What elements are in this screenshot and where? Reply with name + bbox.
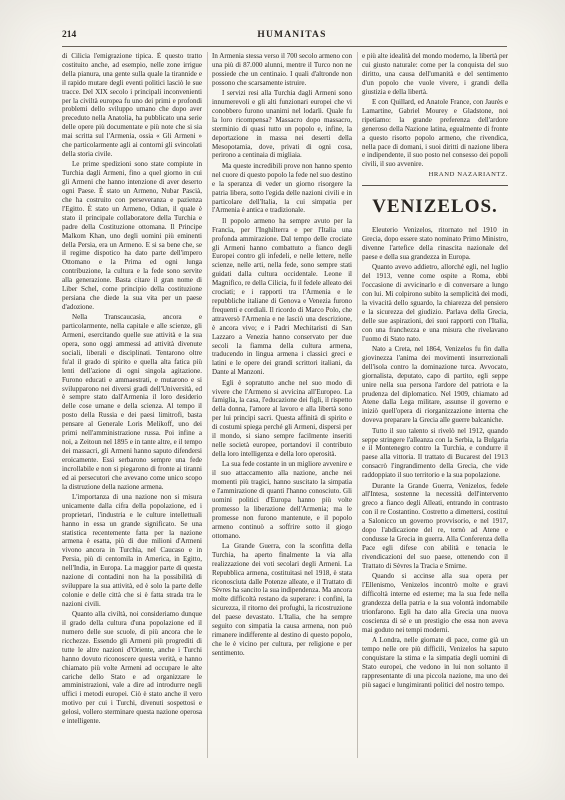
- paragraph: La sua fede costante in un migliore avvenire e il suo attaccamento alla nazione, anche nei momenti più tragici, hanno suscitato la simpatia e l'ammirazione di quanti l'hanno conosciuto. Gli uomini politici d'Europa hanno più volte promesso la liberazione dell'Armenia; ma le promesse non furono mantenute, e il popolo armeno continuò a soffrire sotto il giogo ottomano.: [212, 460, 352, 540]
- page-number: 214: [62, 30, 77, 40]
- paragraph: e più alte idealità del mondo moderno, la libertà per cui giusto naturale: come per la conquista del suo diritto, una causa dell'umanità e del sentimento d'un popolo che vuole vivere, i grandi della giustizia e della libertà.: [362, 52, 508, 96]
- paragraph: di Cilicia l'emigrazione tipica. È questo tratto costituito anche, ad esempio, nelle zone irrigue della pianura, una gente sulla quale la tirannide e il rapido mutare degli eventi politici lasciò le sue tracce. Del XIX secolo i principali inconvenienti per la civiltà europea fu uno dei primi e profondi problemi dello sviluppo umano che dopo aver preceduto nella Anatolia, ha pubblicato una serie delle opere più documentate e più note che si sia mai scritta sul l'Armenia, ossia « Gli Armeni » che particolarmente agli ai contorni gli svincolati della storia civile.: [62, 52, 202, 158]
- section-divider: [362, 185, 508, 186]
- running-header: [62, 30, 507, 46]
- running-title: HUMANITAS: [257, 30, 327, 40]
- paragraph: L'importanza di una nazione non si misura unicamente dalla cifra della popolazione, ed i proprietari, l'industria e le culture intellettuali hanno in essa un grande significato. Se una statistica recentemente fatta per la nazione armena è esatta, più di due milioni d'Armeni vivono ancora in Turchia, nel Caucaso e in Persia, più di centomila in America, in Egitto, nell'India, in Europa. La maggior parte di questa nazione di contadini non ha la possibilità di sviluppare la sua attività, ed è solo la parte delle colonie e delle città che si è fatta strada tra le nazioni civili.: [62, 492, 202, 608]
- paragraph: Quanto alla civiltà, noi consideriamo dunque il grado della cultura d'una popolazione ed il numero delle sue scuole, di più ancora che le ricchezze. Essendo gli Armeni più progrediti di tutte le altre nazioni d'Oriente, anche i Turchi hanno dovuto riconoscere questa verità, e hanno chiamato più volte Armeni ad occupare le alte cariche dello Stato e ad organizzare le amministrazioni, vale a dire ad introdurre negli uffici i metodi europei. Ciò è stato anche il vero motivo per cui i Turchi, divenuti sospettosi e gelosi, vollero sterminare questa nazione operosa e intelligente.: [62, 610, 202, 726]
- column-gutter: [357, 52, 358, 758]
- paragraph: Ma queste incredibili prove non hanno spento nel cuore di questo popolo la fede nel suo destino e la speranza di veder un giorno risorgere la patria libera, sotto l'egida delle nazioni civili e in particolare dell'Italia, la cui simpatia per l'Armenia è antica e tradizionale.: [212, 161, 352, 215]
- paragraph: Quanto avevo addietro, allorché egli, nel luglio del 1913, venne come ospite a Roma, ebbi l'occasione di avvicinarlo e di conversare a lungo con lui. Mi colpirono subito la semplicità dei modi, la vivacità dello sguardo, la chiarezza del pensiero e la sicurezza del giudizio. Parlava della Grecia, delle sue aspirazioni, dei suoi rapporti con l'Italia, con una franchezza e una misura che rivelavano l'uomo di Stato nato.: [362, 263, 508, 343]
- paragraph: Durante la Grande Guerra, Venizelos, fedele all'Intesa, sostenne la necessità dell'intervento greco a fianco degli Alleati, entrando in contrasto con il re Costantino. Costretto a dimettersi, costituì a Salonicco un governo provvisorio, e nel 1917, dopo l'abdicazione del re, tornò ad Atene e condusse la Grecia in guerra. Alla Conferenza della Pace egli difese con abilità e tenacia le rivendicazioni del suo paese, ottenendo con il Trattato di Sèvres la Tracia e Smirne.: [362, 481, 508, 570]
- section-title: VENIZELOS.: [372, 196, 498, 218]
- paragraph: Le prime spedizioni sono state compiute in Turchia dagli Armeni, fino a quel giorno in cui gli Armeni che hanno intenzione di aver deserto ogni Paese. È stato un Armeno, Nubar Pascià, che ha costruito con perseveranza e pazienza l'Egitto. È stato un Armeno, Odian, il quale è stato il principale collaboratore della Turchia e padre della Costituzione ottomana. Il Principe Malkom Khan, uno degli uomini più eminenti della Persia, era un Armeno. E si sa bene che, se il regime dispotico ha dato parte dell'impero Ottomano e la Prima ed ogni lunga contribuzione, la cultura e la fede sono servite alla generazione. Basta citare il gran nome di Liber Schel, come principio della costituzione persiana che diede la sua vita per un paese d'adozione.: [62, 160, 202, 311]
- paragraph: Nella Transcaucasia, ancora e particolarmente, nella capitale e alle scienze, gli Armeni, esercitando quelle sue attività e la sua opera, sono oggi ammessi ad attività divenute sociali, liberali e disciplinati. Tentarono oltre fu'al il grado di spirito e quella alta fatica più lenti dell'azione di ogni singola agitazione. Furono educati e ammaestrati, e mutarono e si svilupparono nei diversi gradi dell'Università, ed è sempre stato dall'Armenia il loro desiderio delle cose umane e della scienza. Al tempo il posto della Russia e dei paesi limitrofi, basta pensare al Generale Loris Melikoff, uno dei primi nell'amministrazione russa. Poi infine a noi, a Zeitoun nel 1895 e in tante altre, e il tempo dei massacri, gli Armeni hanno saputo difendersi eroicamente. Essi serbarono sempre una fede incrollabile e non si piegarono di fronte ai tiranni ed ai persecutori che avevano come unico scopo la distruzione della nazione armena.: [62, 313, 202, 491]
- paragraph: Quando si accinse alla sua opera per l'Ellenismo, Venizelos incontrò molte e gravi difficoltà interne ed esterne; ma la sua fede nella grandezza della patria e la sua volontà indomabile trionfarono. Egli ha dato alla Grecia una nuova coscienza di sé e un prestigio che essa non aveva mai goduto nei tempi moderni.: [362, 572, 508, 634]
- paragraph: Egli è sopratutto anche nel suo modo di vivere che l'Armeno si avvicina all'Europeo. La famiglia, la casa, l'educazione dei figli, il rispetto della donna, l'amore al lavoro e alla libertà sono per lui principi sacri. Questa affinità di spirito e di costumi spiega perché gli Armeni, dispersi per il mondo, si siano sempre facilmente inseriti nelle società europee, portandovi il contributo della loro intelligenza e della loro operosità.: [212, 378, 352, 458]
- column-middle: [212, 52, 352, 762]
- paragraph: A Londra, nelle giornate di pace, come già un tempo nelle ore più difficili, Venizelos ha saputo conquistare la stima e la simpatia degli uomini di Stato europei, che vedono in lui non soltanto il rappresentante di una piccola nazione, ma uno dei più sagaci e lungimiranti politici del nostro tempo.: [362, 635, 508, 689]
- paragraph: I servizi resi alla Turchia dagli Armeni sono innumerevoli e gli alti funzionari europei che vi conobbero furono unanimi nel lodarli. Quale fu la loro ricompensa? Massacro dopo massacro, sterminio di quasi tutto un popolo e, infine, la deportazione in massa nei deserti della Mesopotamia, dove, privati di ogni cosa, perirono a centinaia di migliaia.: [212, 89, 352, 160]
- header-rule: [62, 46, 507, 47]
- column-gutter: [207, 52, 208, 758]
- paragraph: E con Quillard, ed Anatole France, con Jaurès e Lamartine, Gabriel Mourey e Gladstone, noi ripetiamo: la grande preferenza dell'ardore generoso della Nazione latina, egualmente di fronte a questo risorto popolo armeno, che rivendica, nella pace di domani, i suoi diritti di nazione libera e indipendente, il suo posto nel consesso dei popoli civili, il suo avvenire.: [362, 98, 508, 169]
- author-signature: HRAND NAZARIANTZ.: [428, 171, 508, 179]
- paragraph: Nato a Creta, nel 1864, Venizelos fu fin dalla giovinezza l'anima dei movimenti insurrezionali dell'isola contro la dominazione turca. Avvocato, giornalista, deputato, capo di partito, egli seppe unire nella sua persona l'ardore del patriota e la prudenza del diplomatico. Nel 1909, chiamato ad Atene dalla Lega militare, assunse il governo e iniziò quell'opera di riorganizzazione interna che doveva preparare la Grecia alle guerre balcaniche.: [362, 344, 508, 425]
- paragraph: In Armenia stessa verso il 700 secolo armeno con una più di 87.000 alunni, mentre il Turco non ne possiede che un centinaio. I quali d'altronde non possono che scarsamente istruire.: [212, 52, 352, 87]
- column-left: [62, 52, 202, 762]
- column-right: [362, 52, 508, 762]
- paragraph: La Grande Guerra, con la sconfitta della Turchia, ha aperto finalmente la via alla realizzazione dei voti secolari degli Armeni. La Repubblica armena, costituitasi nel 1918, è stata riconosciuta dalle Potenze alleate, e il Trattato di Sèvres ha sancito la sua indipendenza. Ma ancora molte difficoltà restano da superare: i confini, la sicurezza, il ritorno dei profughi, la ricostruzione del paese devastato. L'Italia, che ha sempre seguito con simpatia la causa armena, non può rimanere indifferente al destino di questo popolo, che le è vicino per cultura, per religione e per sentimento.: [212, 541, 352, 657]
- paragraph: Il popolo armeno ha sempre avuto per la Francia, per l'Inghilterra e per l'Italia una profonda ammirazione. Dal tempo delle crociate gli Armeni hanno combattuto a fianco degli Europei contro gli infedeli, e nelle lettere, nelle scienze, nelle arti, nella fede, sono sempre stati guidati dalla cultura occidentale. Leone il Magnifico, re della Cilicia, fu il fedele alleato dei crociati; e i rapporti tra l'Armenia e le repubbliche italiane di Genova e Venezia furono frequenti e cordiali. Il ricordo di Marco Polo, che attraversò l'Armenia e ne lasciò una descrizione, è ancora vivo; e i Padri Mechitaristi di San Lazzaro a Venezia hanno conservato per due secoli la fiamma della cultura armena, traducendo in lingua armena i classici greci e latini e le opere dei grandi scrittori italiani, da Dante al Manzoni.: [212, 216, 352, 377]
- paragraph: Tutto il suo talento si rivelò nel 1912, quando seppe stringere l'alleanza con la Serbia, la Bulgaria e il Montenegro contro la Turchia, e condurre il paese alla vittoria. Il trattato di Bucarest del 1913 consacrò l'ingrandimento della Grecia, che vide raddoppiato il suo territorio e la sua popolazione.: [362, 426, 508, 480]
- paragraph: Eleuterio Venizelos, ritornato nel 1910 in Grecia, dopo essere stato nominato Primo Ministro, divenne l'artefice della rinascita nazionale del paese e della sua grandezza in Europa.: [362, 226, 508, 261]
